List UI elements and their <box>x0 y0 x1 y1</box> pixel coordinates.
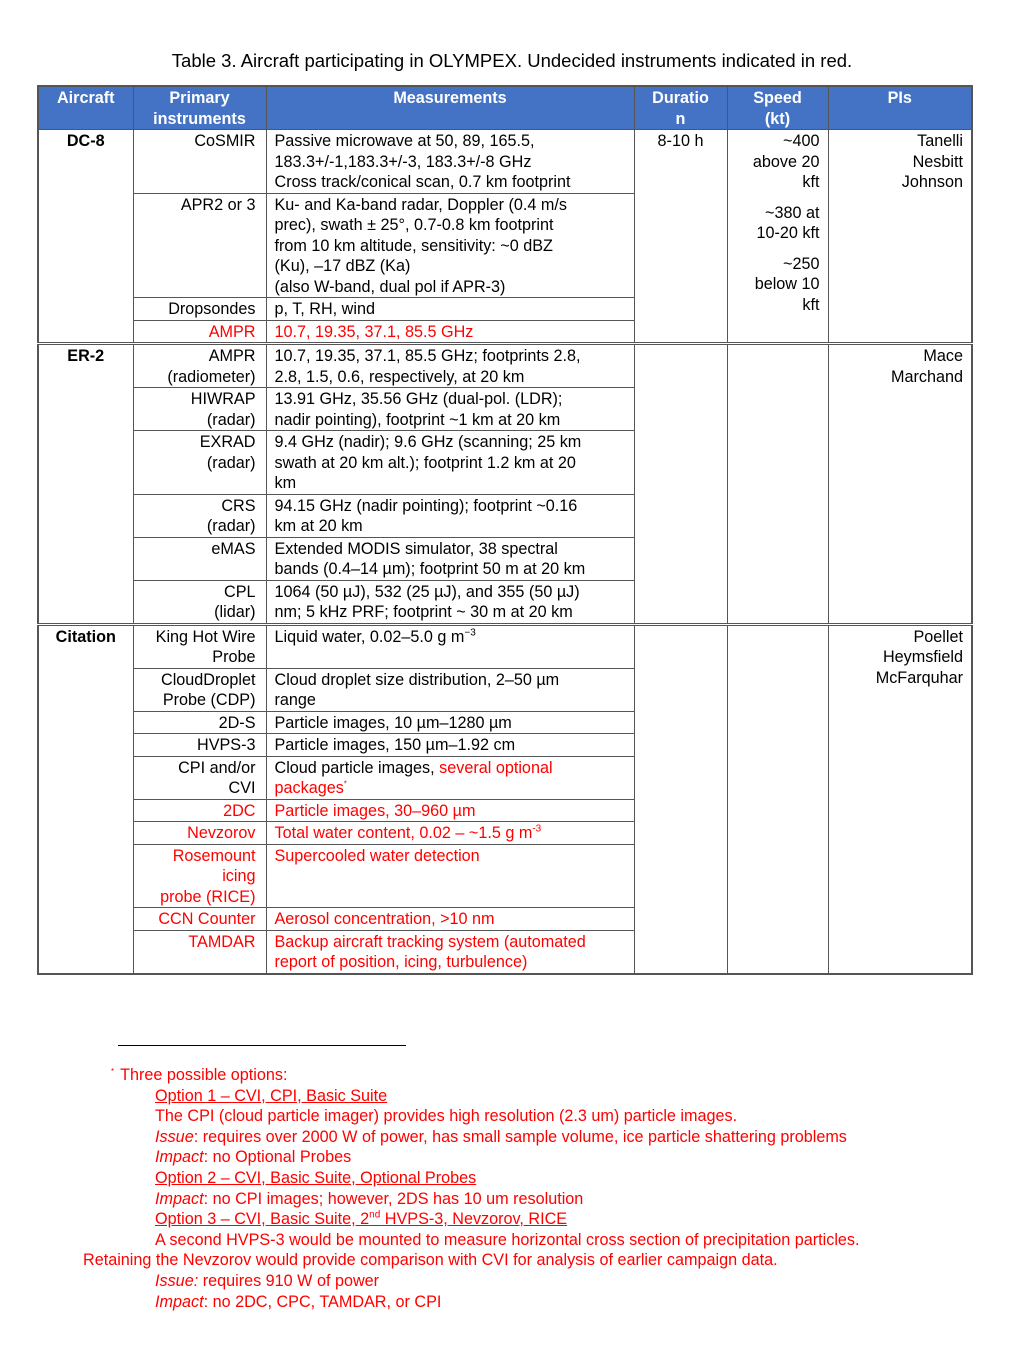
measurement-cell: Ku- and Ka-band radar, Doppler (0.4 m/s prec), swath ± 25°, 0.7-0.8 km footprint from 10 km altitude, sensitivity: ~0 dBZ (Ku), –17 dBZ (Ka) (also W-band, dual pol if APR-3) <box>266 193 634 298</box>
instrument-cell: EXRAD (radar) <box>133 431 266 495</box>
instrument-cell: 2D-S <box>133 711 266 734</box>
header-duration: Duratio n <box>634 86 727 130</box>
footnote-option-2-impact: Impact: no CPI images; however, 2DS has 10 um resolution <box>155 1189 584 1208</box>
footnote-marker: * <box>343 779 347 789</box>
measurement-cell: 10.7, 19.35, 37.1, 85.5 GHz; footprints 2.8, 2.8, 1.5, 0.6, respectively, at 20 km <box>266 344 634 388</box>
measurement-cell: p, T, RH, wind <box>266 298 634 321</box>
instrument-cell: AMPR <box>133 320 266 344</box>
speed-dc8: ~400 above 20 kft ~380 at 10-20 kft ~250 below 10 kft <box>727 130 828 344</box>
measurement-cell: 10.7, 19.35, 37.1, 85.5 GHz <box>266 320 634 344</box>
footnote-option-3: Option 3 – CVI, Basic Suite, 2nd HVPS-3, Nevzorov, RICE <box>155 1209 568 1229</box>
footnote-option-1-desc: The CPI (cloud particle imager) provides high resolution (2.3 um) particle images. <box>155 1107 738 1126</box>
measurement-cell: Cloud particle images, several optional packages* <box>266 756 634 799</box>
instrument-cell: Rosemount icing probe (RICE) <box>133 844 266 908</box>
instrument-cell: CRS (radar) <box>133 494 266 537</box>
measurement-cell: Extended MODIS simulator, 38 spectral bands (0.4–14 µm); footprint 50 m at 20 km <box>266 537 634 580</box>
instrument-cell: CoSMIR <box>133 130 266 194</box>
instrument-cell: HIWRAP (radar) <box>133 388 266 431</box>
instrument-cell: eMAS <box>133 537 266 580</box>
instrument-cell: CPL (lidar) <box>133 580 266 624</box>
footnote-intro: * Three possible options: <box>111 1066 288 1084</box>
measurement-cell: Liquid water, 0.02–5.0 g $m^{-3}$ <box>266 624 634 668</box>
measurement-cell: Particle images, 30–960 µm <box>266 799 634 822</box>
table-caption: Table 3. Aircraft participating in OLYMPEX. Undecided instruments indicated in red. <box>171 50 853 71</box>
instrument-cell: CPI and/or CVI <box>133 756 266 799</box>
header-primary-instruments: Primary instruments <box>133 86 266 130</box>
footnote-option-3-issue: Issue: requires 910 W of power <box>155 1271 380 1290</box>
table-row <box>38 130 972 194</box>
instrument-cell: King Hot Wire Probe <box>133 624 266 668</box>
measurement-cell: 94.15 GHz (nadir pointing); footprint ~0.16 km at 20 km <box>266 494 634 537</box>
speed-citation <box>727 624 828 974</box>
measurement-cell: Total water content, 0.02 – ~1.5 g $m^{-3}$ <box>266 822 634 845</box>
aircraft-table <box>37 85 973 975</box>
aircraft-citation: Citation <box>38 624 133 974</box>
instrument-cell: HVPS-3 <box>133 734 266 757</box>
aircraft-dc8: DC-8 <box>38 130 133 344</box>
instrument-cell: Dropsondes <box>133 298 266 321</box>
speed-er2 <box>727 344 828 625</box>
header-measurements: Measurements <box>266 86 634 130</box>
table-row <box>38 344 972 388</box>
instrument-cell: TAMDAR <box>133 930 266 974</box>
footnote-separator <box>118 1045 406 1046</box>
header-row <box>38 86 972 130</box>
table-row <box>38 624 972 668</box>
duration-er2 <box>634 344 727 625</box>
footnote-option-3-desc: A second HVPS-3 would be mounted to measure horizontal cross section of precipitation particles. <box>155 1230 860 1249</box>
measurement-cell: Passive microwave at 50, 89, 165.5, 183.3+/-1,183.3+/-3, 183.3+/-8 GHz Cross track/conical scan, 0.7 km footprint <box>266 130 634 194</box>
footnote <box>83 1065 983 1312</box>
footnote-option-1: Option 1 – CVI, CPI, Basic Suite <box>155 1086 388 1105</box>
pis-dc8: Tanelli Nesbitt Johnson <box>828 130 972 344</box>
duration-dc8: 8-10 h <box>634 130 727 344</box>
measurement-cell: 1064 (50 µJ), 532 (25 µJ), and 355 (50 µJ) nm; 5 kHz PRF; footprint ~ 30 m at 20 km <box>266 580 634 624</box>
measurement-cell: Aerosol concentration, >10 nm <box>266 908 634 931</box>
measurement-cell: Cloud droplet size distribution, 2–50 µm range <box>266 668 634 711</box>
instrument-cell: Nevzorov <box>133 822 266 845</box>
pis-citation: Poellet Heymsfield McFarquhar <box>828 624 972 974</box>
instrument-cell: CloudDroplet Probe (CDP) <box>133 668 266 711</box>
measurement-cell: 9.4 GHz (nadir); 9.6 GHz (scanning; 25 km swath at 20 km alt.); footprint 1.2 km at 20 km <box>266 431 634 495</box>
measurement-cell: Particle images, 150 µm–1.92 cm <box>266 734 634 757</box>
header-aircraft: Aircraft <box>38 86 133 130</box>
footnote-option-3-desc-2: Retaining the Nevzorov would provide comparison with CVI for analysis of earlier campaign data. <box>83 1251 778 1270</box>
pis-er2: Mace Marchand <box>828 344 972 625</box>
instrument-cell: 2DC <box>133 799 266 822</box>
footnote-option-3-impact: Impact: no 2DC, CPC, TAMDAR, or CPI <box>155 1292 442 1311</box>
measurement-cell: 13.91 GHz, 35.56 GHz (dual-pol. (LDR); nadir pointing), footprint ~1 km at 20 km <box>266 388 634 431</box>
measurement-cell: Backup aircraft tracking system (automated report of position, icing, turbulence) <box>266 930 634 974</box>
aircraft-er2: ER-2 <box>38 344 133 625</box>
footnote-option-2: Option 2 – CVI, Basic Suite, Optional Probes <box>155 1168 477 1187</box>
footnote-option-1-impact: Impact: no Optional Probes <box>155 1148 352 1167</box>
measurement-cell: Supercooled water detection <box>266 844 634 908</box>
instrument-cell: APR2 or 3 <box>133 193 266 298</box>
duration-citation <box>634 624 727 974</box>
header-speed: Speed (kt) <box>727 86 828 130</box>
footnote-option-1-issue: Issue: requires over 2000 W of power, has small sample volume, ice particle shattering problems <box>155 1127 847 1146</box>
instrument-cell: AMPR (radiometer) <box>133 344 266 388</box>
instrument-cell: CCN Counter <box>133 908 266 931</box>
measurement-cell: Particle images, 10 µm–1280 µm <box>266 711 634 734</box>
header-pis: PIs <box>828 86 972 130</box>
